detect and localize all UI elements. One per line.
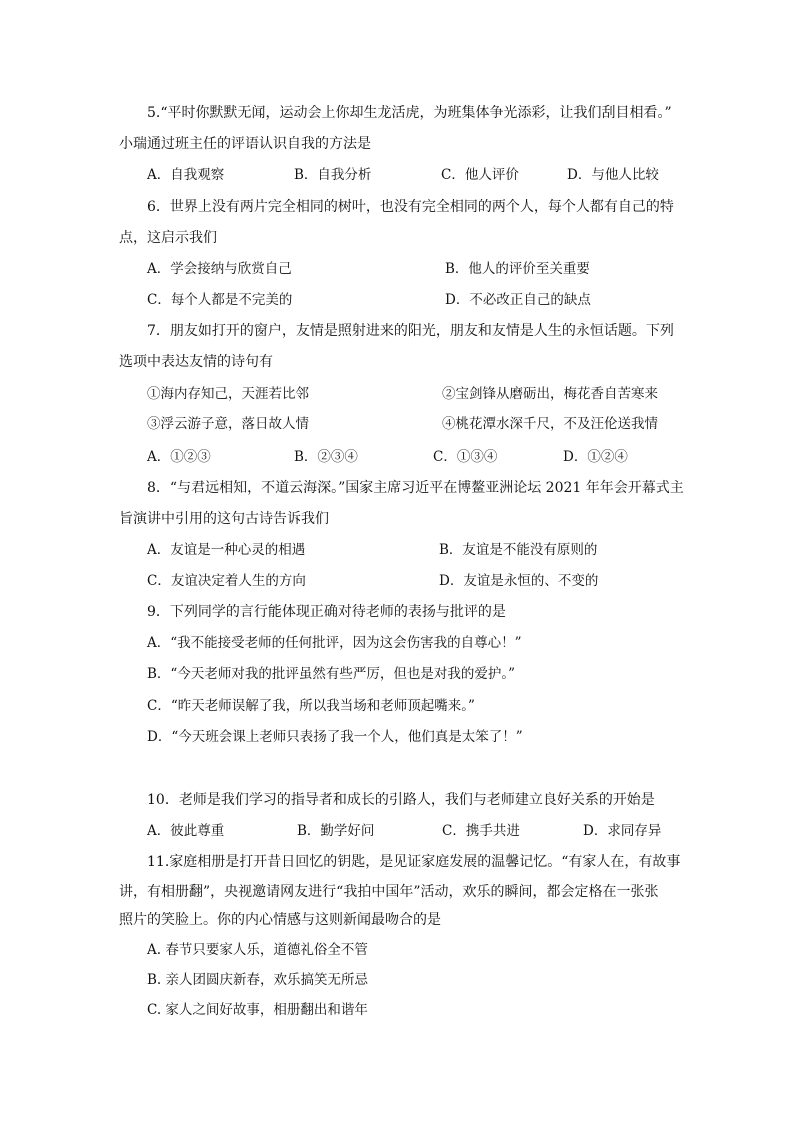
question-10-stem: 10．老师是我们学习的指导者和成长的引路人，我们与老师建立良好关系的开始是 xyxy=(147,792,655,808)
question-7-stem: 7．朋友如打开的窗户，友情是照射进来的阳光，朋友和友情是人生的永恒话题。下列 xyxy=(147,323,674,339)
q6-option-b: B．他人的评价至关重要 xyxy=(445,261,590,277)
q7-option-b: B．②③④ xyxy=(294,449,358,465)
q8-option-c: C．友谊决定着人生的方向 xyxy=(147,573,306,589)
q7-poem-3: ③浮云游子意，落日故人情 xyxy=(147,416,309,432)
q7-option-c: C．①③④ xyxy=(433,449,498,465)
q5-option-c: C．他人评价 xyxy=(441,167,519,183)
q11-option-c: C. 家人之间好故事，相册翻出和谐年 xyxy=(147,1002,368,1018)
q9-option-b: B．“今天老师对我的批评虽然有些严厉，但也是对我的爱护。” xyxy=(147,666,515,682)
q8-option-b: B．友谊是不能没有原则的 xyxy=(439,542,598,558)
q6-option-a: A．学会接纳与欣赏自己 xyxy=(147,261,292,277)
q5-option-a: A．自我观察 xyxy=(147,167,225,183)
q9-option-d: D．“今天班会课上老师只表扬了我一个人，他们真是太笨了！” xyxy=(147,729,523,745)
q7-option-a: A．①②③ xyxy=(147,449,211,465)
q5-option-d: D．与他人比较 xyxy=(567,167,659,183)
question-5-stem: 5.“平时你默默无闻，运动会上你却生龙活虎，为班集体争光添彩，让我们刮目相看。” xyxy=(147,105,672,121)
question-11-stem-cont-1: 讲，有相册翻”，央视邀请网友进行“我拍中国年”活动，欢乐的瞬间，都会定格在一张张 xyxy=(119,884,659,900)
q11-option-a: A. 春节只要家人乐，道德礼俗全不管 xyxy=(147,942,368,958)
q6-option-d: D．不必改正自己的缺点 xyxy=(445,292,591,308)
q7-option-d: D．①②④ xyxy=(563,449,628,465)
q8-option-d: D．友谊是永恒的、不变的 xyxy=(439,573,599,589)
question-6-stem-cont: 点，这启示我们 xyxy=(119,230,217,246)
q8-option-a: A．友谊是一种心灵的相遇 xyxy=(147,542,306,558)
q9-option-a: A．“我不能接受老师的任何批评，因为这会伤害我的自尊心！” xyxy=(147,635,522,651)
q10-option-a: A．彼此尊重 xyxy=(147,823,225,839)
q5-option-b: B．自我分析 xyxy=(294,167,372,183)
question-11-stem-cont-2: 照片的笑脸上。你的内心情感与这则新闻最吻合的是 xyxy=(119,912,441,928)
q6-option-c: C．每个人都是不完美的 xyxy=(147,292,293,308)
q10-option-d: D．求同存异 xyxy=(583,823,662,839)
q7-poem-1: ①海内存知己，天涯若比邻 xyxy=(147,386,309,402)
question-9-stem: 9．下列同学的言行能体现正确对待老师的表扬与批评的是 xyxy=(147,604,506,620)
q7-poem-2: ②宝剑锋从磨砺出，梅花香自苦寒来 xyxy=(442,386,658,402)
question-11-stem: 11.家庭相册是打开昔日回忆的钥匙，是见证家庭发展的温馨记忆。“有家人在，有故事 xyxy=(147,854,681,870)
question-5-stem-cont: 小瑞通过班主任的评语认识自我的方法是 xyxy=(119,136,371,152)
q10-option-c: C．携手共进 xyxy=(442,823,520,839)
q10-option-b: B．勤学好问 xyxy=(297,823,375,839)
q7-poem-4: ④桃花潭水深千尺，不及汪伦送我情 xyxy=(442,416,658,432)
question-8-stem: 8．“与君远相知，不道云海深。”国家主席习近平在博鳌亚洲论坛 2021 年年会开幕式主 xyxy=(147,480,684,496)
question-8-stem-cont: 旨演讲中引用的这句古诗告诉我们 xyxy=(119,511,329,527)
q9-option-c: C．“昨天老师误解了我，所以我当场和老师顶起嘴来。” xyxy=(147,698,475,714)
question-7-stem-cont: 选项中表达友情的诗句有 xyxy=(119,354,273,370)
q11-option-b: B. 亲人团圆庆新春，欢乐搞笑无所忌 xyxy=(147,972,369,988)
question-6-stem: 6．世界上没有两片完全相同的树叶，也没有完全相同的两个人，每个人都有自己的特 xyxy=(147,199,674,215)
